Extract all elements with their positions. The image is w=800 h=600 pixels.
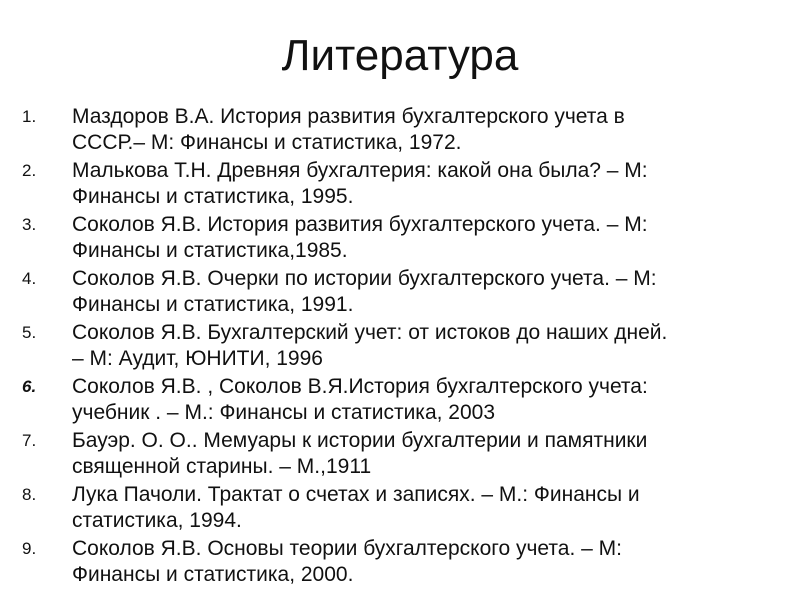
reference-item: [22, 266, 782, 318]
reference-item: [22, 158, 782, 210]
reference-number: 8.: [22, 485, 37, 504]
reference-number: 5.: [22, 323, 37, 342]
reference-item: [22, 320, 782, 372]
reference-number: 3.: [22, 215, 37, 234]
reference-number: 6.: [22, 377, 37, 396]
reference-number: 4.: [22, 269, 37, 288]
reference-item: [22, 428, 782, 480]
reference-number: 1.: [22, 107, 37, 126]
reference-item: [22, 212, 782, 264]
reference-item: [22, 104, 782, 156]
reference-text: Соколов Я.В. Бухгалтерский учет: от истоков до наших дней. – М: Аудит, ЮНИТИ, 1996: [72, 321, 668, 370]
reference-text: Соколов Я.В. История развития бухгалтерского учета. – М: Финансы и статистика,1985.: [72, 213, 648, 262]
reference-number: 9.: [22, 539, 37, 558]
reference-number: 7.: [22, 431, 37, 450]
reference-item: [22, 536, 782, 588]
reference-text: Соколов Я.В. , Соколов В.Я.История бухгалтерского учета: учебник . – М.: Финансы и статистика, 2003: [72, 375, 648, 424]
reference-item: [22, 482, 782, 534]
reference-number: 2.: [22, 161, 37, 180]
reference-text: Лука Пачоли. Трактат о счетах и записях. – М.: Финансы и статистика, 1994.: [72, 483, 640, 532]
reference-text: Соколов Я.В. Очерки по истории бухгалтерского учета. – М: Финансы и статистика, 1991.: [72, 267, 657, 316]
reference-list: [22, 104, 782, 590]
reference-text: Малькова Т.Н. Древняя бухгалтерия: какой она была? – М: Финансы и статистика, 1995.: [72, 159, 648, 208]
slide-title: Литература: [281, 31, 519, 80]
reference-text: Соколов Я.В. Основы теории бухгалтерского учета. – М: Финансы и статистика, 2000.: [72, 537, 622, 586]
reference-item: [22, 374, 782, 426]
reference-text: Маздоров В.А. История развития бухгалтерского учета в СССР.– М: Финансы и статистика, 1972.: [72, 105, 625, 154]
reference-text: Бауэр. О. О.. Мемуары к истории бухгалтерии и памятники священной старины. – М.,1911: [72, 429, 648, 478]
